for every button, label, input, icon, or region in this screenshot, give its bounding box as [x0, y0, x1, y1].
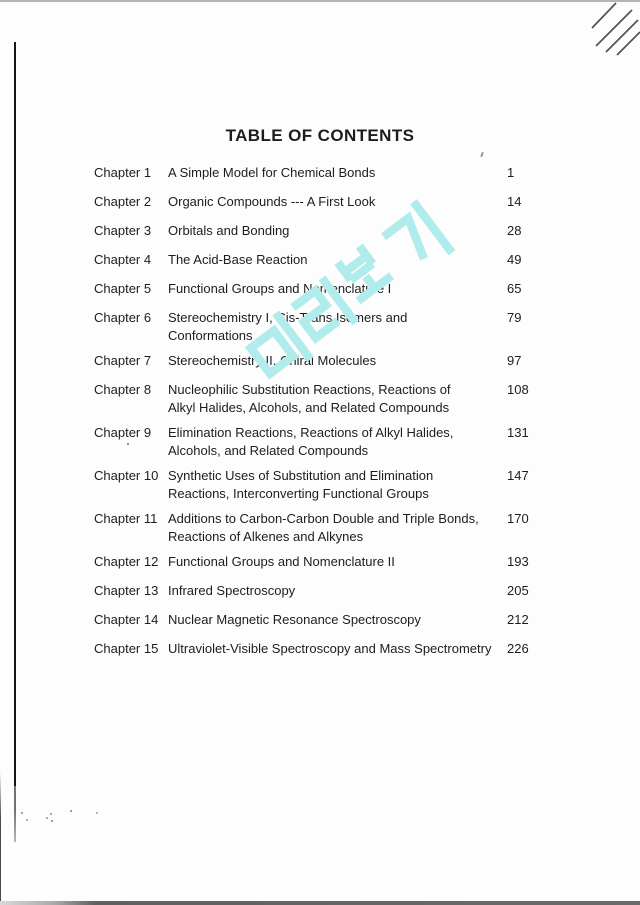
chapter-title-line: Nuclear Magnetic Resonance Spectroscopy: [168, 612, 421, 627]
chapter-label: Chapter 12: [94, 554, 159, 569]
chapter-page-number: 193: [507, 554, 529, 569]
chapter-page-number: 65: [507, 281, 522, 296]
chapter-page-number: 14: [507, 194, 522, 209]
chapter-label: Chapter 7: [94, 353, 152, 368]
chapter-title: [168, 352, 507, 370]
scan-edge-left-artifact: [0, 772, 1, 905]
toc-row: [94, 582, 540, 600]
toc-row: [94, 424, 540, 460]
toc-row: [94, 381, 540, 417]
chapter-page-number: 131: [507, 425, 529, 440]
toc-row: [94, 222, 540, 240]
chapter-title-line: Alkyl Halides, Alcohols, and Related Compounds: [168, 400, 450, 415]
chapter-title-line: Infrared Spectroscopy: [168, 583, 296, 598]
toc-row: [94, 640, 540, 658]
toc-row: [94, 280, 540, 298]
chapter-title-line: Functional Groups and Nomenclature II: [168, 554, 395, 569]
chapter-title-line: Stereochemistry I, Cis-Trans Isomers and: [168, 310, 408, 325]
toc-row: [94, 193, 540, 211]
chapter-title-line: A Simple Model for Chemical Bonds: [168, 165, 376, 180]
chapter-label: Chapter 1: [94, 165, 152, 180]
chapter-page-number: 79: [507, 310, 522, 325]
chapter-title-line: The Acid-Base Reaction: [168, 252, 308, 267]
chapter-page-number: 108: [507, 382, 529, 397]
chapter-page-number: 1: [507, 165, 515, 180]
chapter-title: [168, 467, 507, 503]
chapter-title: [168, 640, 507, 658]
chapter-title: [168, 193, 507, 211]
chapter-label: Chapter 11: [94, 511, 158, 526]
chapter-title: [168, 280, 507, 298]
toc-row: [94, 553, 540, 571]
chapter-title-line: Additions to Carbon-Carbon Double and Triple Bonds,: [168, 511, 479, 526]
chapter-title: [168, 510, 507, 546]
chapter-title: [168, 164, 507, 182]
page-title: TABLE OF CONTENTS: [225, 126, 415, 145]
toc-row: [94, 510, 540, 546]
chapter-page-number: 28: [507, 223, 522, 238]
chapter-page-number: 49: [507, 252, 522, 267]
chapter-label: Chapter 8: [94, 382, 152, 397]
chapter-title-line: Conformations: [168, 328, 253, 343]
chapter-page-number: 170: [507, 511, 529, 526]
toc-list: [94, 164, 540, 669]
scan-edge-bottom-artifact: [0, 901, 640, 905]
chapter-title-line: Synthetic Uses of Substitution and Elimination: [168, 468, 434, 483]
corner-hatch-artifact: [590, 0, 640, 56]
chapter-label: Chapter 4: [94, 252, 152, 267]
chapter-title: [168, 582, 507, 600]
chapter-page-number: 212: [507, 612, 529, 627]
chapter-title: [168, 424, 507, 460]
toc-row: [94, 467, 540, 503]
chapter-label: Chapter 9: [94, 425, 152, 440]
chapter-label: Chapter 2: [94, 194, 152, 209]
chapter-label: Chapter 14: [94, 612, 159, 627]
ink-speck-artifact: [480, 152, 483, 157]
chapter-title-line: Reactions, Interconverting Functional Groups: [168, 486, 429, 501]
chapter-title-line: Reactions of Alkenes and Alkynes: [168, 529, 364, 544]
chapter-label: Chapter 6: [94, 310, 152, 325]
chapter-page-number: 147: [507, 468, 529, 483]
chapter-page-number: 226: [507, 641, 529, 656]
scan-line-artifact: [14, 42, 16, 842]
chapter-title-line: Nucleophilic Substitution Reactions, Reactions of: [168, 382, 451, 397]
chapter-label: Chapter 5: [94, 281, 152, 296]
chapter-title: [168, 251, 507, 269]
chapter-label: Chapter 10: [94, 468, 159, 483]
chapter-title: [168, 222, 507, 240]
chapter-label: Chapter 15: [94, 641, 159, 656]
chapter-title: [168, 381, 507, 417]
scan-edge-top-artifact: [0, 0, 640, 2]
chapter-title-line: Ultraviolet-Visible Spectroscopy and Mass Spectrometry: [168, 641, 492, 656]
chapter-title-line: Alcohols, and Related Compounds: [168, 443, 369, 458]
toc-row: [94, 309, 540, 345]
chapter-title-line: Stereochemistry II, Chiral Molecules: [168, 353, 377, 368]
toc-row: [94, 611, 540, 629]
chapter-title-line: Elimination Reactions, Reactions of Alkyl Halides,: [168, 425, 454, 440]
chapter-label: Chapter 3: [94, 223, 152, 238]
chapter-page-number: 205: [507, 583, 529, 598]
chapter-title-line: Orbitals and Bonding: [168, 223, 290, 238]
chapter-title: [168, 309, 507, 345]
toc-row: [94, 251, 540, 269]
chapter-page-number: 97: [507, 353, 522, 368]
chapter-title-line: Functional Groups and Nomenclature I: [168, 281, 392, 296]
toc-row: [94, 164, 540, 182]
chapter-label: Chapter 13: [94, 583, 159, 598]
scan-speckle-artifacts: [21, 812, 23, 814]
toc-row: [94, 352, 540, 370]
chapter-title-line: Organic Compounds --- A First Look: [168, 194, 376, 209]
chapter-title: [168, 611, 507, 629]
chapter-title: [168, 553, 507, 571]
